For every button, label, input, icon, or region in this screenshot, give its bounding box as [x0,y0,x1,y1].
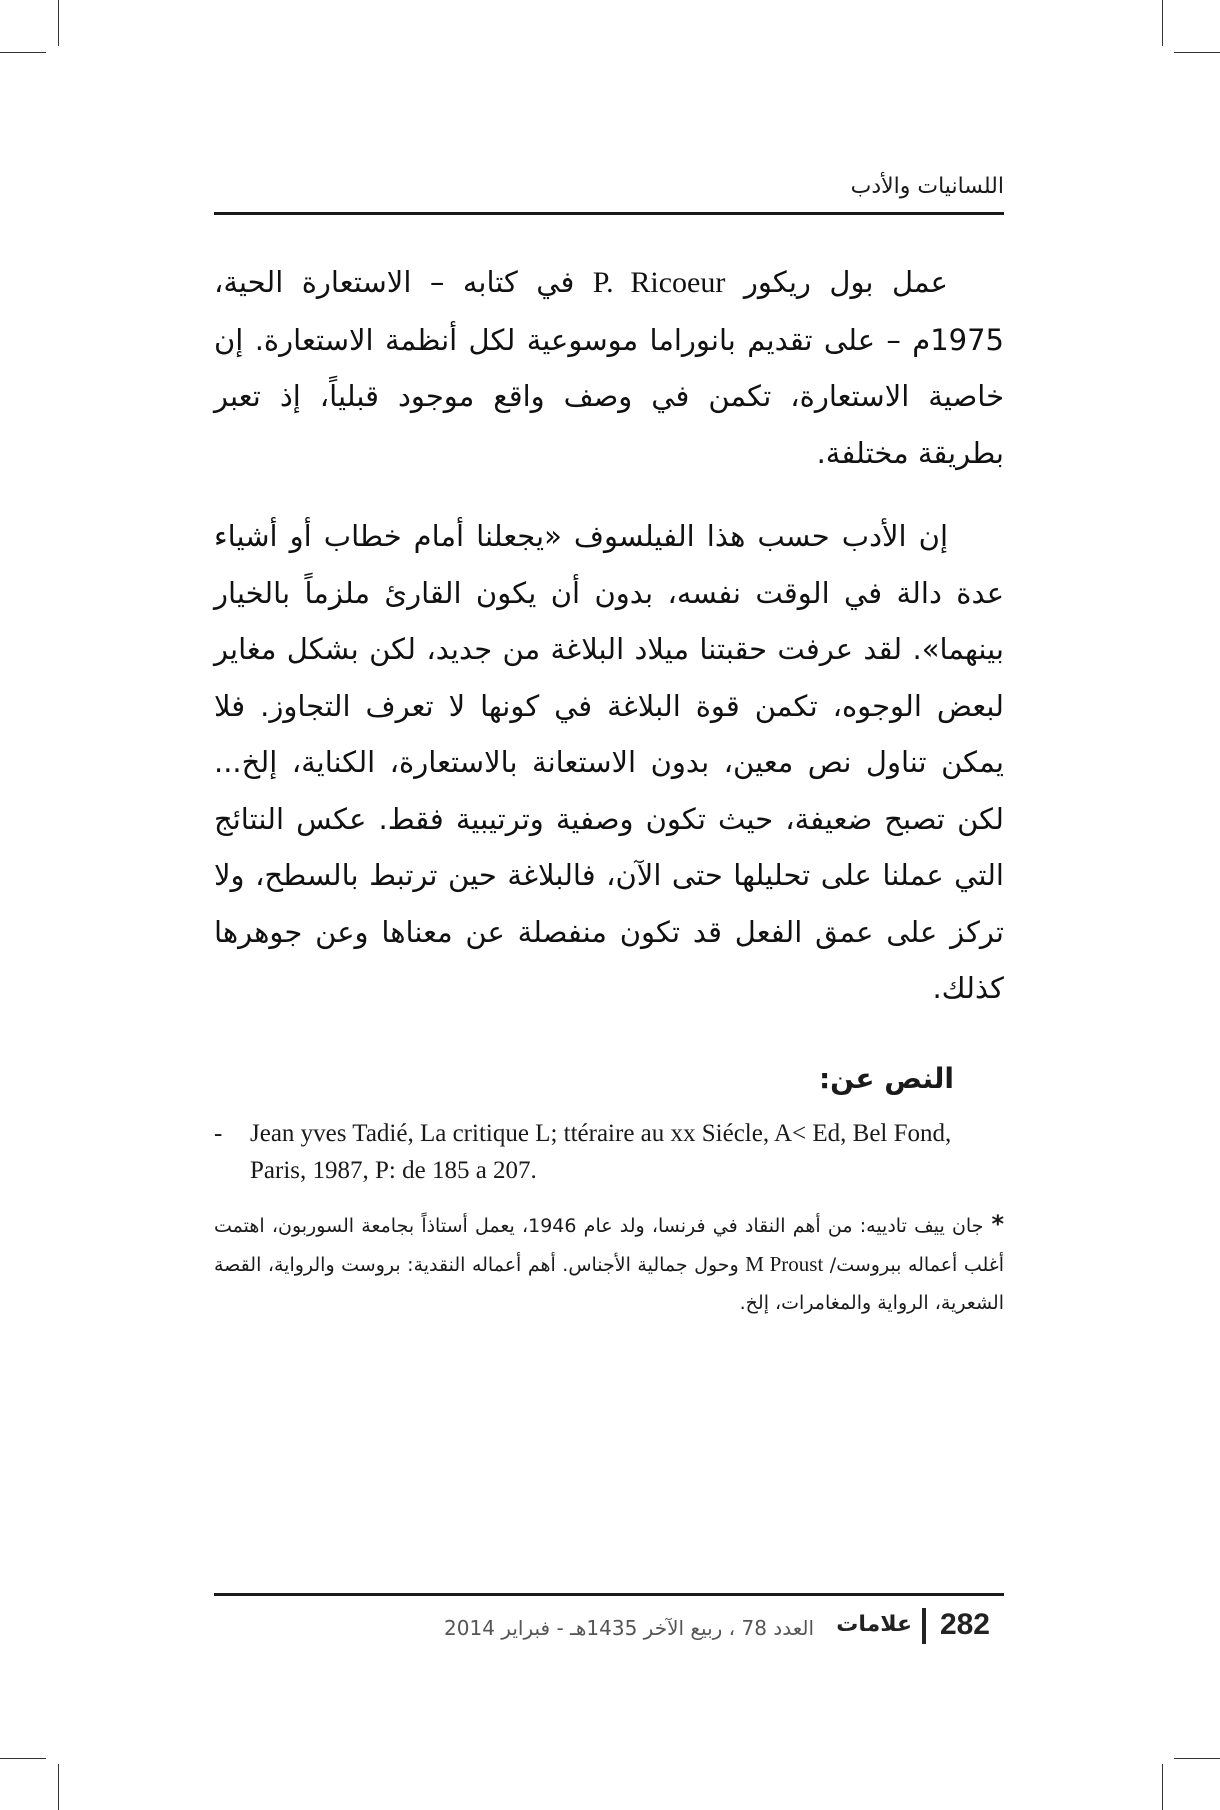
footer-divider [922,1608,926,1644]
footnote-marker: * [991,1210,1004,1238]
body-text [214,254,1004,1017]
page-footer [214,1600,1004,1650]
issue-info: العدد 78 ، ربيع الآخر 1435هـ - فبراير 2014 [444,1616,814,1640]
footnote-text-after: وحول جمالية الأجناس. أهم أعماله النقدية: بروست والرواية، القصة الشعرية، الرواية والمغامرات، إلخ. [214,1254,1004,1314]
source-heading: النص عن: [818,1062,954,1095]
paragraph-1-part-2: في كتابه – الاستعارة الحية، 1975م – على تقديم بانوراما موسوعية لكل أنظمة الاستعارة. إن خاصية الاستعارة، تكمن في وصف واقع موجود قبلياً، إذ تعبر بطريقة مختلفة. [214,265,1004,470]
paragraph-1-part-1: عمل بول ريكور [725,265,948,299]
crop-mark-top-right-h [1174,52,1220,53]
crop-mark-bottom-right-v [1162,1764,1163,1810]
crop-mark-bottom-left-v [58,1764,59,1810]
footer-rule [214,1593,1004,1596]
crop-mark-top-right-v [1162,0,1163,46]
paragraph-2: إن الأدب حسب هذا الفيلسوف «يجعلنا أمام خطاب أو أشياء عدة دالة في الوقت نفسه، بدون أن يكون القارئ ملزماً بالخيار بينهما». لقد عرفت حقبتنا ميلاد البلاغة من جديد، لكن بشكل مغاير لبعض الوجوه، تكمن قوة البلاغة في كونها لا تعرف التجاوز. فلا يمكن تناول نص معين، بدون الاستعانة بالاستعارة، الكناية، إلخ... لكن تصبح ضعيفة، حيث تكون وصفية وترتيبية فقط. عكس النتائج التي عملنا على تحليلها حتى الآن، فالبلاغة حين ترتبط بالسطح، ولا تركز على عمق الفعل قد تكون منفصلة عن معناها وعن جوهرها كذلك. [214,519,1004,1005]
paragraph-1 [214,254,1004,481]
page-number: 282 [939,1608,990,1641]
author-latin-name: P. Ricoeur [592,266,726,299]
header-rule [214,212,1004,215]
footnote-text-before: جان ييف تادييه: من أهم النقاد في فرنسا، ولد عام 1946، يعمل أستاذاً بجامعة السوربون، اهتمت أغلب أعماله ببروست/ [214,1215,1004,1276]
running-header-title: اللسانيات والأدب [850,174,1004,199]
crop-mark-bottom-right-h [1174,1758,1220,1759]
crop-mark-top-left-v [58,0,59,46]
journal-name: علامات [836,1612,912,1637]
crop-mark-bottom-left-h [0,1758,46,1759]
footnote-latin-name: M Proust [745,1252,824,1276]
reference-dash: - [214,1120,223,1147]
reference-entry [214,1115,1004,1189]
reference-text: Jean yves Tadié, La critique L; ttéraire au xx Siécle, A< Ed, Bel Fond, Paris, 1987, P: de 185 a 207. [250,1120,952,1184]
crop-mark-top-left-h [0,52,46,53]
footnote [214,1205,1004,1322]
